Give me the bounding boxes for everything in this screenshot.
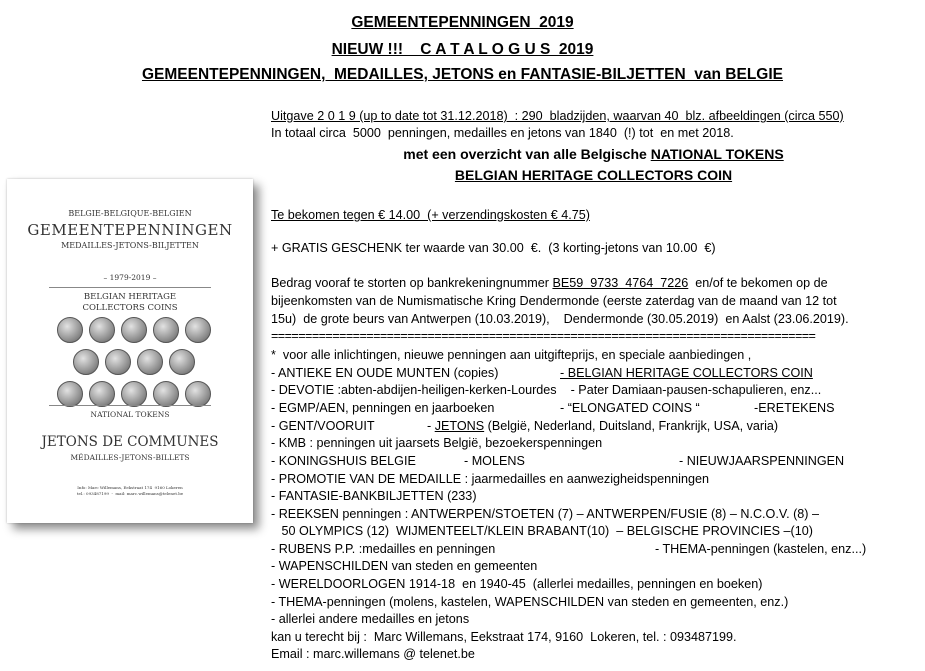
payment-line-1 [271,275,828,291]
list-item: - MOLENS [464,454,525,468]
list-item [271,506,819,522]
cover-divider [49,287,211,288]
list-item: - “ELONGATED COINS “ [560,401,700,415]
overview-line [271,146,916,162]
coin-image [169,349,195,375]
cover-author-contact: tel.: 093487199 - mail: marc.willemans@telenet.be [76,491,184,496]
coin-image [105,349,131,375]
list-text: jaarmedailles en aanwezigheidspenningen [468,472,709,486]
jetons-link[interactable]: JETONS [434,419,485,433]
list-item: - WAPENSCHILDEN van steden en gemeenten [271,559,538,573]
coin-image [57,381,83,407]
payment-line-2: bijeenkomsten van de Numismatische Kring Dendermonde (eerste zaterdag van de maand van 12 tot [271,294,837,308]
list-intro: * voor alle inlichtingen, nieuwe penningen aan uitgifteprijs, en speciale aanbiedingen , [271,348,752,362]
coin-grid-image [47,309,217,419]
list-item: - RUBENS P.P. :medailles en penningen [271,542,496,556]
list-item: - ANTIEKE EN OUDE MUNTEN (copies) [271,366,499,380]
coin-image [121,317,147,343]
coin-image [153,317,179,343]
cover-divider [49,405,211,406]
list-text: - [427,419,435,433]
list-text: - PROMOTIE VAN DE MEDAILLE : [271,472,469,486]
list-item: - KMB : penningen uit jaarsets België, bezoekerspenningen [271,436,603,450]
cover-heritage-2: COLLECTORS COINS [82,303,178,313]
cover-heritage-1: BELGIAN HERITAGE [83,292,177,302]
separator-line: ================================================================================ [271,329,816,343]
header-line-3: GEMEENTEPENNINGEN, MEDAILLES, JETONS en FANTASIE-BILJETTEN van BELGIE [141,66,784,83]
coin-image [57,317,83,343]
list-item: - THEMA-penningen (kastelen, enz...) [655,542,867,556]
overview-text: met een overzicht van alle Belgische [403,146,651,162]
coin-image [153,381,179,407]
list-item: -ERETEKENS [754,401,835,415]
cover-top-text: BELGIE-BELGIQUE-BELGIEN [68,209,192,218]
list-item: - GENT/VOORUIT [271,419,375,433]
list-item: - NIEUWJAARSPENNINGEN [679,454,845,468]
coin-image [89,317,115,343]
list-item [427,418,778,434]
list-text: (België, Nederland, Duitsland, Frankrijk, USA, varia) [484,419,779,433]
payment-line-3: 15u) de grote beurs van Antwerpen (10.03.2019), Dendermonde (30.05.2019) en Aalst (23.06.2019). [271,312,849,326]
header-line-2: NIEUW !!! C A T A L O G U S 2019 [331,41,594,58]
edition-info: Uitgave 2 0 1 9 (up to date tot 31.12.2018) : 290 bladzijden, waarvan 40 blz. afbeeldingen (circa 550) [271,109,844,123]
list-item: - allerlei andere medailles en jetons [271,612,470,626]
heritage-line: BELGIAN HERITAGE COLLECTORS COIN [454,167,733,183]
payment-text: Bedrag vooraf te storten op bankrekeningnummer [271,276,553,290]
cover-subtitle: MEDAILLES-JETONS-BILJETTEN [61,241,199,250]
list-text: penningen : ANTWERPEN/STOETEN (7) – ANTWERPEN/FUSIE (8) – N.C.O.V. (8) – [338,507,819,521]
coin-image [121,381,147,407]
list-item: - DEVOTIE :abten-abdijen-heiligen-kerken-Lourdes - Pater Damiaan-pausen-schapulieren, enz... [271,383,822,397]
email-line[interactable]: Email : marc.willemans @ telenet.be [271,647,475,661]
list-text: - REEKSEN [271,507,339,521]
coin-image [137,349,163,375]
header-line-1: GEMEENTEPENNINGEN 2019 [351,14,574,31]
coin-image [73,349,99,375]
payment-text: en/of te bekomen op de [688,276,828,290]
list-item: - BELGIAN HERITAGE COLLECTORS COIN [560,366,813,380]
cover-title: GEMEENTEPENNINGEN [27,221,233,239]
list-item: - WERELDOORLOGEN 1914-18 en 1940-45 (allerlei medailles, penningen en boeken) [271,577,763,591]
price-line: Te bekomen tegen € 14.00 (+ verzendingskosten € 4.75) [271,208,590,222]
coin-image [185,381,211,407]
gift-line: + GRATIS GESCHENK ter waarde van 30.00 €. (3 korting-jetons van 10.00 €) [271,241,716,255]
list-item: - THEMA-penningen (molens, kastelen, WAPENSCHILDEN van steden en gemeenten, enz.) [271,595,789,609]
list-item: - KONINGSHUIS BELGIE [271,454,416,468]
list-item: - EGMP/AEN, penningen en jaarboeken [271,401,495,415]
total-info: In totaal circa 5000 penningen, medailles en jetons van 1840 (!) tot en met 2018. [271,126,734,140]
cover-tokens: NATIONAL TOKENS [90,410,170,419]
list-item: 50 OLYMPICS (12) WIJMENTEELT/KLEIN BRABANT(10) – BELGISCHE PROVINCIES –(10) [271,524,813,538]
cover-author: Info: Marc Willemans, Eekstraat 174 9160 Lokeren [77,485,183,490]
coin-image [185,317,211,343]
contact-line: kan u terecht bij : Marc Willemans, Eekstraat 174, 9160 Lokeren, tel. : 093487199. [271,630,737,644]
bank-account: BE59 9733 4764 7226 [552,276,689,290]
list-item [271,471,709,487]
catalogue-cover-image [7,179,253,523]
coin-image [89,381,115,407]
list-item: - FANTASIE-BANKBILJETTEN (233) [271,489,477,503]
cover-years: – 1979-2019 – [103,273,157,282]
cover-french-subtitle: MÉDAILLES-JETONS-BILLETS [70,453,190,462]
cover-french-title: JETONS DE COMMUNES [41,434,219,450]
national-tokens-link[interactable]: NATIONAL TOKENS [650,146,784,162]
